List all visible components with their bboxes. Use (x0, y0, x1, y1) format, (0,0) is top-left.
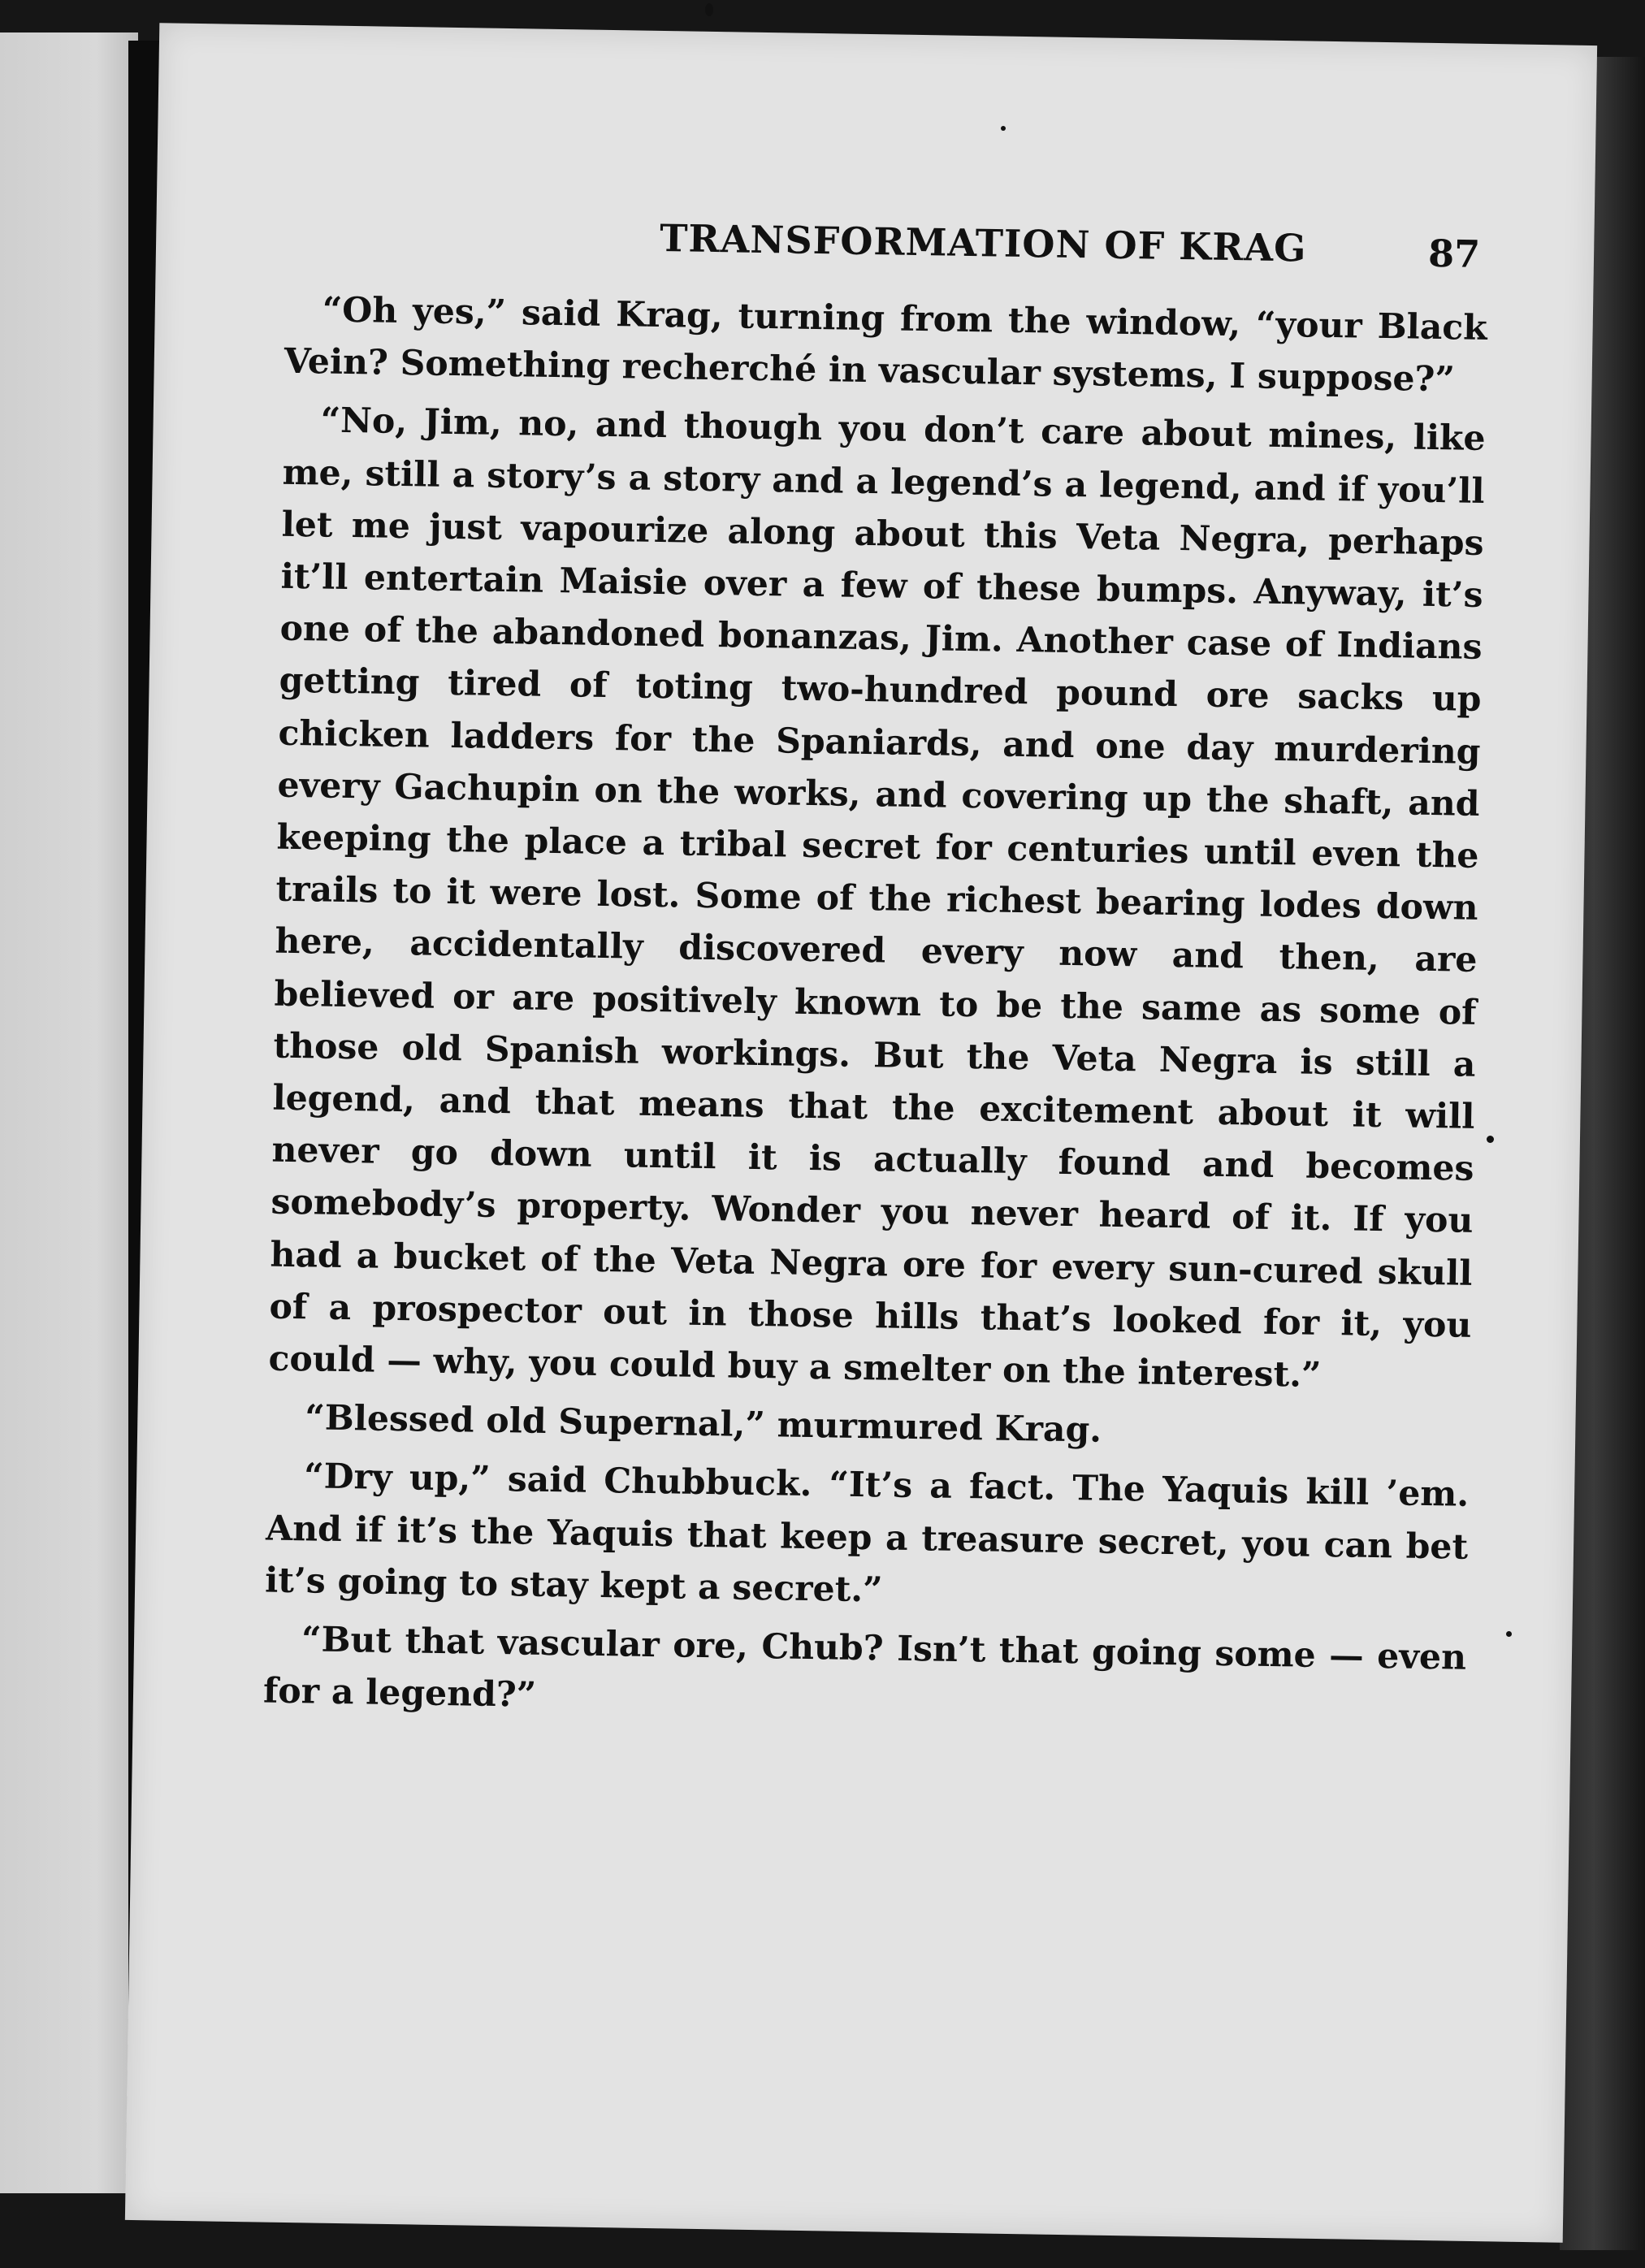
paragraph: “Dry up,” said Chubbuck. “It’s a fact. The Yaquis kill ’em. And if it’s the Yaquis that keep a treasure secret, you can bet it’s going to stay kept a secret.” (264, 1456, 1470, 1611)
paragraph: “Oh yes,” said Krag, turning from the window, “your Black Vein? Something recherché in vascular systems, I suppose?” (284, 289, 1488, 400)
running-title: TRANSFORMATION OF KRAG (659, 215, 1307, 271)
paragraph: “But that vascular ore, Chub? Isn’t that going some — even for a legend?” (262, 1619, 1467, 1716)
scan-speck (1506, 1631, 1512, 1637)
page-header (294, 210, 1481, 286)
scan-speck (705, 3, 713, 16)
book-page (125, 23, 1597, 2242)
facing-page-edge (0, 32, 138, 2193)
scan-speck (1001, 126, 1006, 131)
page-number: 87 (1427, 231, 1481, 276)
scan-speck (1487, 1136, 1494, 1143)
paragraph: “Blessed old Supernal,” murmured Krag. (305, 1397, 1102, 1451)
paragraph: “No, Jim, no, and though you don’t care about mines, like me, still a story’s a story and a legend’s a legend, and if you’ll let me just vapourize along about this Veta Negra, perhaps it’ll entertain Maisie over a few of these bumps. Anyway, it’s one of the abandoned bonanzas, Jim. Another case of Indians getting tired of toting two-hundred pound ore sacks up chicken ladders for the Spaniards, and one day murdering every Gachupin on the works, and covering up the shaft, and keeping the place a tribal secret for centuries until even the trails to it were lost. Some of the richest bearing lodes down here, accidentally discovered every now and then, are believed or are positively known to be the same as some of those old Spanish workings. But the Veta Negra is still a legend, and that means that the excitement about it will never go down until it is actually found and becomes somebody’s property. Wonder you never heard of it. If you had a bucket of the Veta Negra ore for every sun-cured skull of a prospector out in those hills that’s looked for it, you could — why, you could buy a smelter on the interest.” (268, 400, 1486, 1396)
body-text (263, 284, 1488, 1737)
